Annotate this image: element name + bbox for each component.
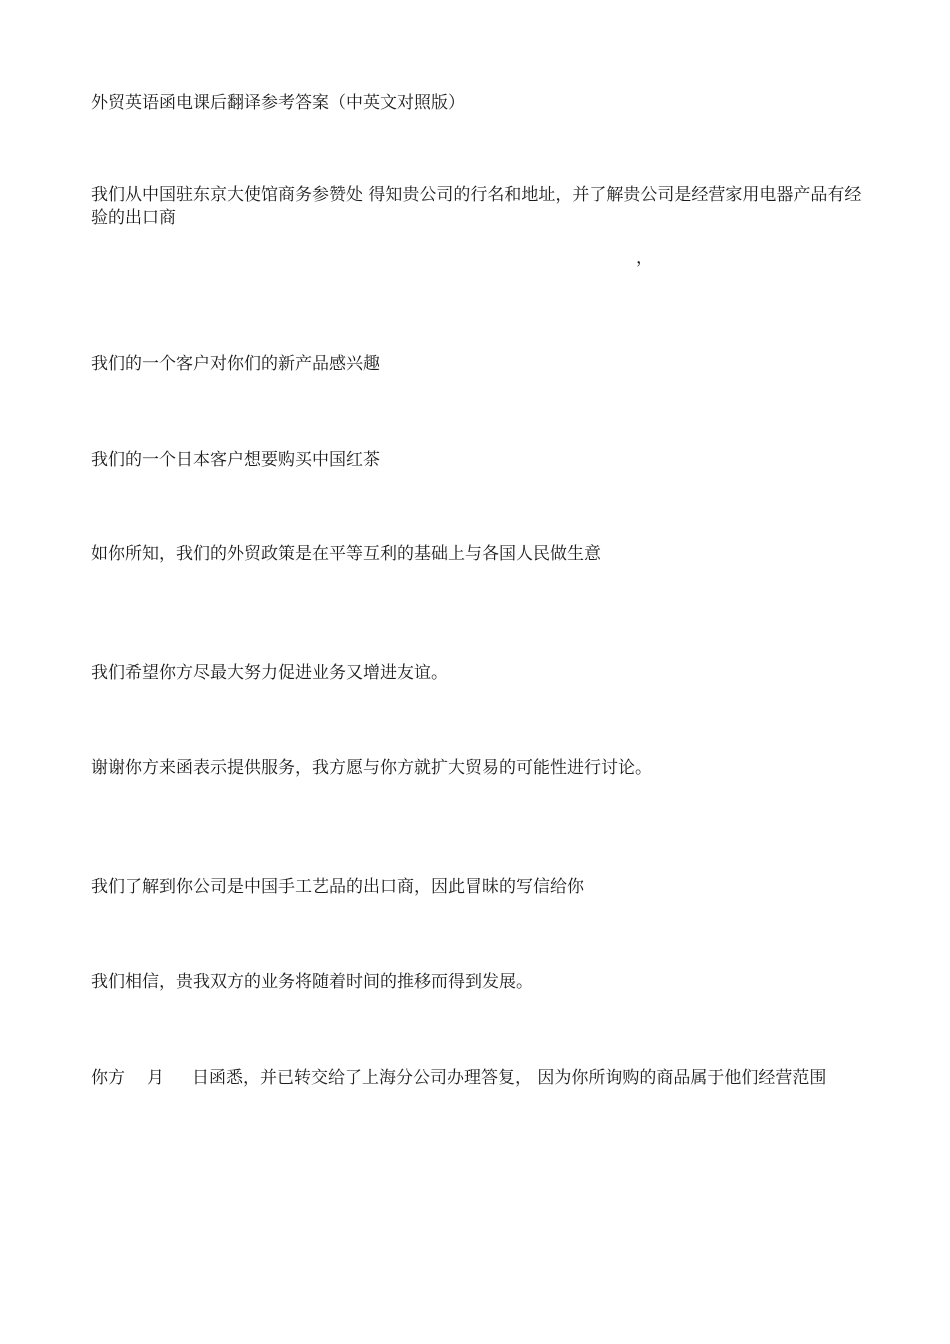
sentence-9-part-2: 月 xyxy=(147,1068,164,1088)
sentence-8: 我们相信，贵我双方的业务将随着时间的推移而得到发展。 xyxy=(91,972,533,992)
sentence-5: 我们希望你方尽最大努力促进业务又增进友谊。 xyxy=(91,663,448,683)
sentence-6: 谢谢你方来函表示提供服务，我方愿与你方就扩大贸易的可能性进行讨论。 xyxy=(91,758,652,778)
sentence-9 xyxy=(91,1067,866,1090)
sentence-9-part-3: 日函悉，并已转交给了上海分公司办理答复， 因为你所询购的商品属于他们经营范围 xyxy=(192,1068,827,1088)
sentence-4: 如你所知，我们的外贸政策是在平等互利的基础上与各国人民做生意 xyxy=(91,544,601,564)
sentence-3: 我们的一个日本客户想要购买中国红茶 xyxy=(91,450,380,470)
stray-comma: ， xyxy=(636,248,653,268)
document-title: 外贸英语函电课后翻译参考答案（中英文对照版） xyxy=(91,93,465,113)
sentence-7: 我们了解到你公司是中国手工艺品的出口商，因此冒昧的写信给你 xyxy=(91,877,584,897)
sentence-9-part-1: 你方 xyxy=(91,1068,125,1088)
sentence-1: 我们从中国驻东京大使馆商务参赞处 得知贵公司的行名和地址，并了解贵公司是经营家用电器产品有经验的出口商 xyxy=(91,185,862,228)
sentence-2: 我们的一个客户对你们的新产品感兴趣 xyxy=(91,354,380,374)
